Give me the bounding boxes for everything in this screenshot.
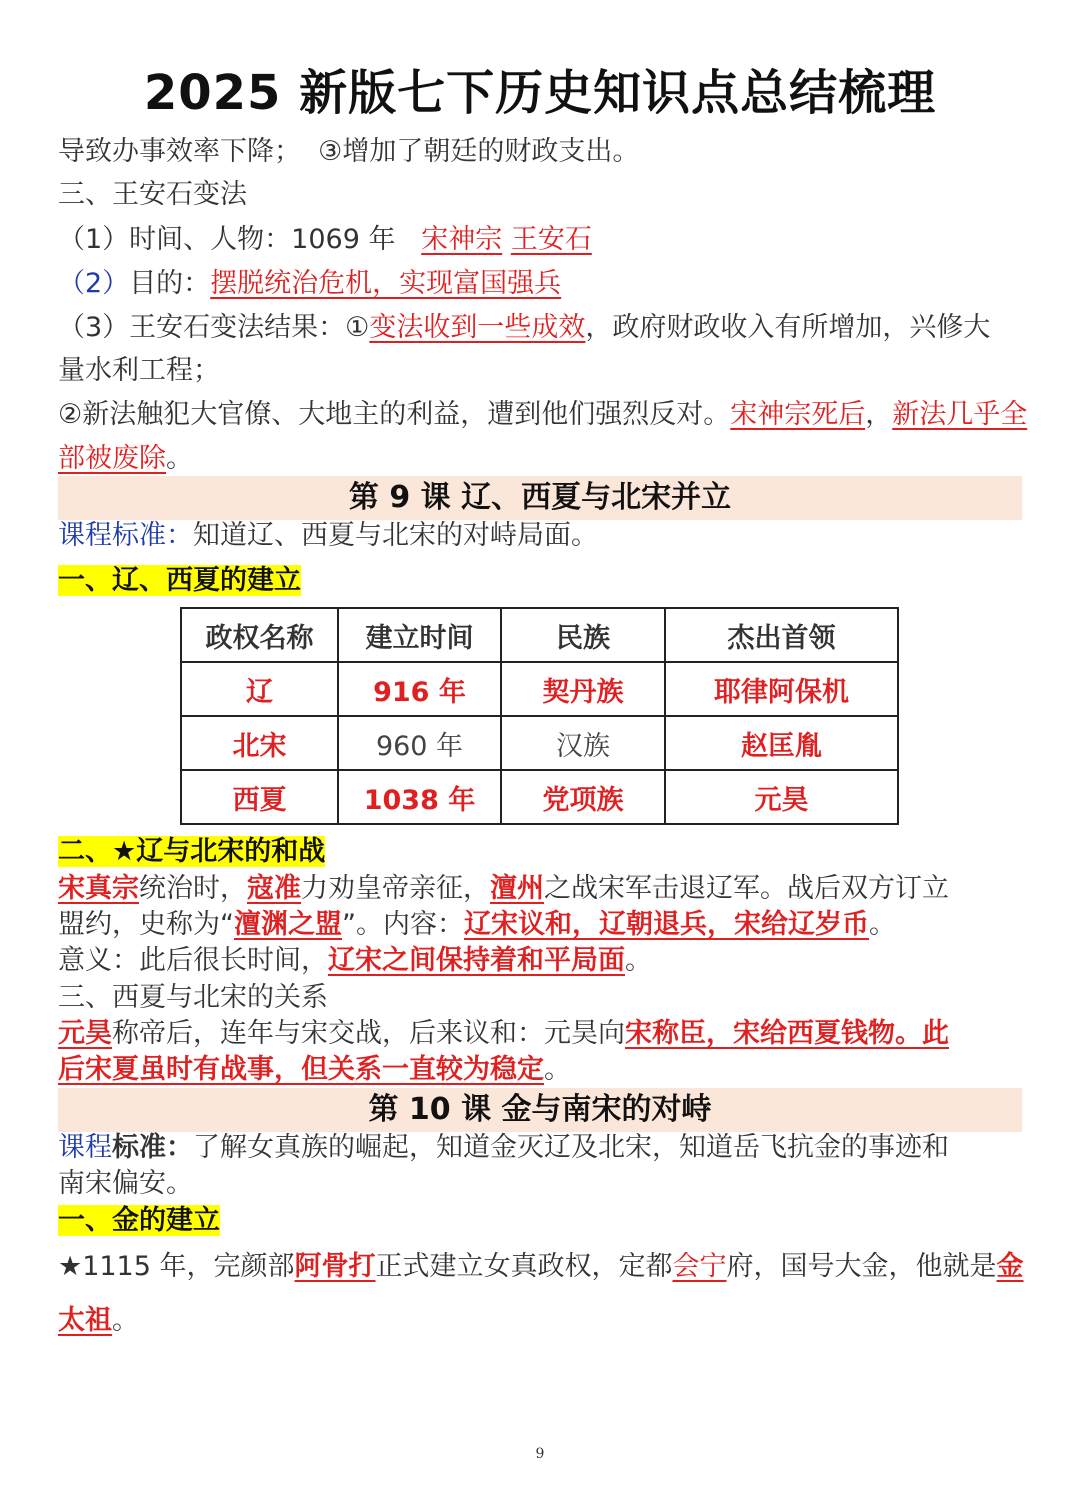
answer-span: 澶州 xyxy=(490,873,544,904)
text-span: 。 xyxy=(112,1305,139,1336)
paragraph-line xyxy=(58,1249,1024,1285)
table-cell: 耶律阿保机 xyxy=(665,662,898,716)
paragraph-line xyxy=(58,1303,1024,1339)
text-span: 称帝后，连年与宋交战，后来议和：元昊向 xyxy=(112,1018,625,1049)
paragraph-line xyxy=(58,943,1024,979)
text-span: 。 xyxy=(544,1054,571,1085)
table-cell: 党项族 xyxy=(501,770,665,824)
table-cell: 西夏 xyxy=(181,770,338,824)
answer-span: 太祖 xyxy=(58,1305,112,1336)
answer-span: 元昊 xyxy=(58,1018,112,1049)
section-heading xyxy=(58,834,1024,870)
text-span: 。 xyxy=(869,909,896,940)
paragraph-line xyxy=(58,1016,1024,1052)
table-cell: 辽 xyxy=(181,662,338,716)
answer-span: 辽宋议和，辽朝退兵，宋给辽岁币 xyxy=(464,909,869,940)
course-standard xyxy=(58,518,1024,554)
list-item xyxy=(58,266,1024,302)
table-row xyxy=(181,662,898,716)
table-cell: 契丹族 xyxy=(501,662,665,716)
paragraph-line xyxy=(58,907,1024,943)
text-span: ， xyxy=(865,399,893,430)
highlighted-heading: 一、辽、西夏的建立 xyxy=(58,565,301,596)
table-header-row xyxy=(181,608,898,662)
table-row xyxy=(181,770,898,824)
item-label: 目的： xyxy=(129,268,211,299)
list-item xyxy=(58,222,1024,258)
page-number: 9 xyxy=(535,1446,545,1462)
paragraph-line xyxy=(58,871,1024,907)
highlighted-heading: 二、★辽与北宋的和战 xyxy=(58,836,326,867)
standard-label: 课程 xyxy=(58,1132,112,1163)
text-span: 导致办事效率下降； xyxy=(58,136,301,167)
answer-span: 辽宋之间保持着和平局面 xyxy=(328,945,625,976)
answer-span: 澶渊之盟 xyxy=(234,909,342,940)
answer-span: 新法几乎全 xyxy=(892,399,1028,430)
list-item xyxy=(58,310,1024,346)
standard-text: 了解女真族的崛起，知道金灭辽及北宋，知道岳飞抗金的事迹和 xyxy=(193,1132,949,1163)
table-cell: 1038 年 xyxy=(338,770,501,824)
paragraph-line xyxy=(58,397,1028,433)
regime-table xyxy=(180,607,899,825)
course-standard: 南宋偏安。 xyxy=(58,1168,193,1199)
text-span: 统治时， xyxy=(139,873,247,904)
item-label: （1）时间、人物：1069 年 xyxy=(58,224,396,255)
answer-result: 变法收到一些成效 xyxy=(369,312,586,343)
text-span: 。 xyxy=(166,443,193,474)
answer-span: 阿骨打 xyxy=(294,1251,376,1282)
paragraph-line xyxy=(58,441,1024,477)
answer-span: 宋称臣，宋给西夏钱物。此 xyxy=(625,1018,949,1049)
table-cell: 元昊 xyxy=(665,770,898,824)
table-cell: 赵匡胤 xyxy=(665,716,898,770)
answer-emperor: 宋神宗 xyxy=(421,224,503,255)
text-span: ，政府财政收入有所增加，兴修大 xyxy=(585,312,991,343)
text-span: ③增加了朝廷的财政支出。 xyxy=(318,136,640,167)
paragraph-line xyxy=(58,1052,1024,1088)
table-header: 建立时间 xyxy=(338,608,501,662)
answer-span: 宋真宗 xyxy=(58,873,139,904)
table-row xyxy=(181,716,898,770)
lesson-title: 第 9 课 辽、西夏与北宋并立 xyxy=(348,480,732,515)
answer-span: 后宋夏虽时有战事，但关系一直较为稳定 xyxy=(58,1054,544,1085)
text-span: ②新法触犯大官僚、大地主的利益，遭到他们强烈反对。 xyxy=(58,399,731,430)
table-cell: 960 年 xyxy=(338,716,501,770)
answer-span: 金 xyxy=(996,1251,1024,1282)
table-header: 民族 xyxy=(501,608,665,662)
item-label: （3）王安石变法结果：① xyxy=(58,312,370,343)
paragraph-line xyxy=(58,134,1024,170)
answer-person: 王安石 xyxy=(510,224,592,255)
lesson-title: 第 10 课 金与南宋的对峙 xyxy=(368,1092,712,1127)
page-title: 2025 新版七下历史知识点总结梳理 xyxy=(143,65,937,121)
text-span: 府，国号大金，他就是 xyxy=(726,1251,997,1282)
answer-span: 宋神宗死后 xyxy=(730,399,866,430)
text-span: 力劝皇帝亲征， xyxy=(301,873,490,904)
course-standard xyxy=(58,1130,1024,1166)
table-cell: 北宋 xyxy=(181,716,338,770)
answer-span: 部被废除 xyxy=(58,443,166,474)
text-span: 之战宋军击退辽军。战后双方订立 xyxy=(544,873,949,904)
highlighted-heading: 一、金的建立 xyxy=(58,1205,220,1236)
section-heading xyxy=(58,1203,1024,1239)
standard-text: 知道辽、西夏与北宋的对峙局面。 xyxy=(193,520,598,551)
item-number: （2） xyxy=(58,268,130,299)
text-span: 意义：此后很长时间， xyxy=(58,945,328,976)
standard-label: 课程标准： xyxy=(58,520,193,551)
table-cell: 汉族 xyxy=(501,716,665,770)
paragraph-line: 量水利工程； xyxy=(58,355,220,386)
text-span: 盟约，史称为“ xyxy=(58,909,234,940)
standard-label: 标准： xyxy=(112,1132,193,1163)
answer-purpose: 摆脱统治危机，实现富国强兵 xyxy=(210,268,562,299)
table-header: 杰出首领 xyxy=(665,608,898,662)
section-heading: 三、王安石变法 xyxy=(58,179,247,210)
text-span: ”。内容： xyxy=(342,909,464,940)
table-cell: 916 年 xyxy=(338,662,501,716)
text-span: ★1115 年，完颜部 xyxy=(58,1251,295,1282)
section-heading xyxy=(58,563,1024,599)
text-span: 正式建立女真政权，定都 xyxy=(375,1251,673,1282)
section-heading: 三、西夏与北宋的关系 xyxy=(58,982,328,1013)
text-span: 。 xyxy=(625,945,652,976)
answer-span: 寇准 xyxy=(247,873,301,904)
answer-span: 会宁 xyxy=(672,1251,727,1282)
table-header: 政权名称 xyxy=(181,608,338,662)
